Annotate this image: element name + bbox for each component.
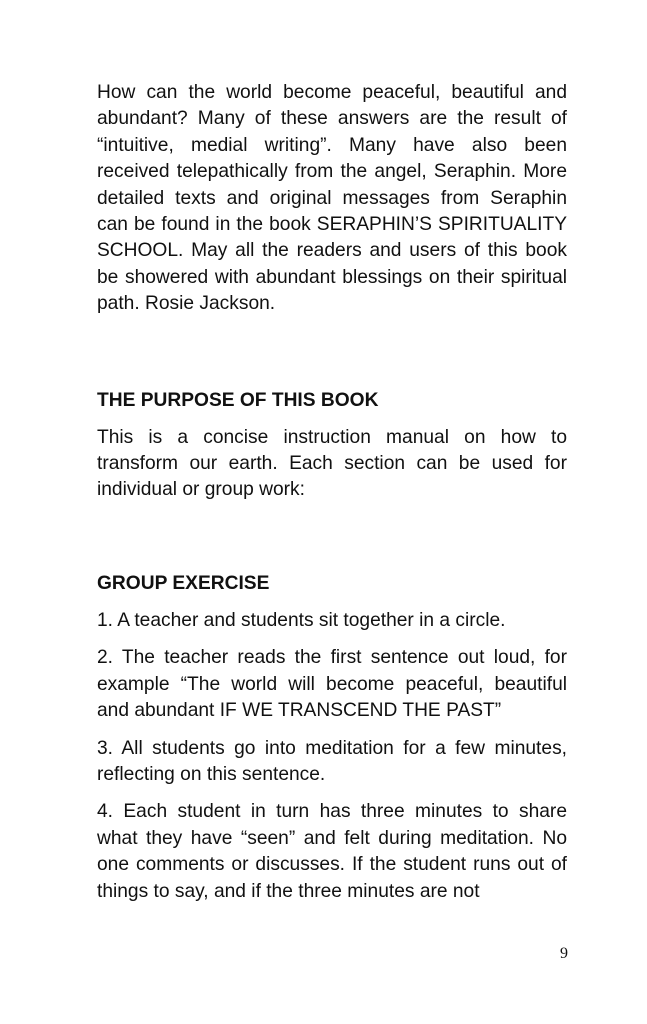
page-number: 9 — [560, 945, 568, 962]
exercise-step-2: 2. The teacher reads the first sentence out loud, for example “The world will become peaceful, beautiful and abundant IF WE TRANSCEND THE PAST” — [97, 647, 567, 722]
group-exercise-heading: GROUP EXERCISE — [97, 572, 270, 594]
exercise-step-1: 1. A teacher and students sit together in a circle. — [97, 609, 506, 631]
exercise-step-4: 4. Each student in turn has three minutes to share what they have “seen” and felt during meditation. No one comments or discusses. If the student runs out of things to say, and if the three minutes are not — [97, 801, 567, 902]
page-content — [97, 80, 567, 916]
exercise-step-3: 3. All students go into meditation for a few minutes, reflecting on this sentence. — [97, 737, 567, 785]
purpose-paragraph: This is a concise instruction manual on how to transform our earth. Each section can be used for individual or group work: — [97, 426, 567, 501]
purpose-heading: THE PURPOSE OF THIS BOOK — [97, 389, 379, 411]
intro-paragraph: How can the world become peaceful, beautiful and abundant? Many of these answers are the result of “intuitive, medial writing”. Many have also been received telepathically from the angel, Seraphin. More detailed texts and original messages from Seraphin can be found in the book SERAPHIN’S SPIRITUALITY SCHOOL. May all the readers and users of this book be showered with abundant blessings on their spiritual path. Rosie Jackson. — [97, 82, 567, 315]
